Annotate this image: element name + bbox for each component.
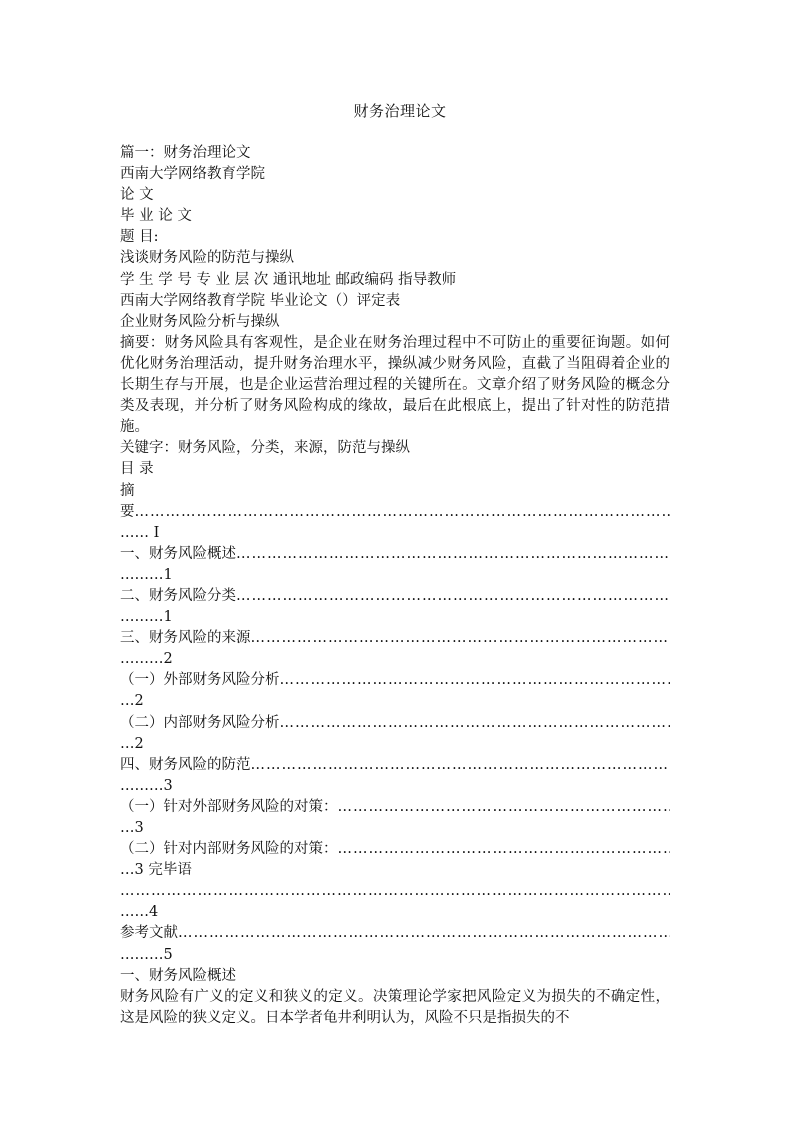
toc-heading: 目 录 [120, 461, 154, 478]
keywords-line: 关键字：财务风险，分类，来源，防范与操纵 [120, 440, 410, 457]
toc-entry-page: ………2 [120, 651, 173, 668]
toc-entry-page: ………5 [120, 946, 173, 963]
toc-leader-dots [251, 628, 671, 649]
toc-entry [120, 586, 670, 607]
toc-entry-page: ……4 [120, 904, 159, 921]
toc-entry [120, 670, 670, 691]
topic-label: 题 目: [120, 229, 159, 246]
toc-abstract-char: 摘 [120, 482, 135, 499]
toc-entry-page: …3 完毕语 [120, 862, 192, 879]
toc-entry [120, 628, 670, 649]
topic-title: 浅谈财务风险的防范与操纵 [120, 250, 294, 267]
toc-leader-dots [236, 586, 670, 607]
toc-entry-page: …2 [120, 693, 144, 710]
toc-entry-page: …3 [120, 820, 144, 836]
toc-leader-dots [120, 881, 670, 902]
toc-leader-dots [236, 544, 670, 565]
article-label: 篇一：财务治理论文 [120, 145, 251, 161]
toc-entry-page: …2 [120, 735, 144, 752]
toc-entry [120, 755, 670, 776]
toc-entry-label: 二、财务风险分类 [120, 587, 236, 604]
toc-entry-label: 要 [120, 503, 135, 520]
toc-entry [120, 839, 670, 860]
toc-leader-dots [338, 839, 671, 860]
paper-title: 企业财务风险分析与操纵 [120, 313, 280, 330]
evaluation-form-title: 西南大学网络教育学院 毕业论文（）评定表 [120, 292, 401, 309]
toc-entry [120, 544, 670, 565]
toc-entry-page: ………1 [120, 609, 173, 626]
school-name: 西南大学网络教育学院 [120, 166, 265, 183]
toc-leader-dots [280, 713, 671, 734]
toc-entry [120, 502, 670, 523]
toc-entry-label: （二）内部财务风险分析 [120, 714, 280, 731]
toc-leader-dots [251, 755, 671, 776]
toc-leader-dots [135, 502, 671, 523]
section-heading: 一、财务风险概述 [120, 967, 236, 984]
toc-entry [120, 797, 670, 818]
section-paragraph: 财务风险有广义的定义和狭义的定义。决策理论学家把风险定义为损失的不确定性，这是风险的狭义定义。日本学者龟井利明认为，风险不只是指损失的不 [120, 988, 670, 1026]
table-of-contents [120, 502, 670, 966]
toc-entry-label: （二）针对内部财务风险的对策： [120, 841, 338, 858]
toc-entry [120, 923, 670, 944]
student-info-fields: 学 生 学 号 专 业 层 次 通讯地址 邮政编码 指导教师 [120, 271, 457, 288]
document-title: 财务治理论文 [353, 102, 447, 120]
toc-entry-label: （一）外部财务风险分析 [120, 672, 280, 689]
toc-leader-dots [338, 797, 671, 818]
toc-entry-label: 四、财务风险的防范 [120, 756, 251, 773]
toc-entry-page: ………1 [120, 566, 173, 583]
thesis-label: 毕 业 论 文 [120, 208, 192, 225]
paper-label: 论 文 [120, 187, 154, 204]
toc-entry-label: 参考文献 [120, 925, 178, 942]
toc-entry-page: …… I [120, 524, 160, 541]
toc-entry [120, 713, 670, 734]
toc-leader-dots [178, 923, 670, 944]
document-body [120, 143, 670, 1029]
toc-entry-label: 一、财务风险概述 [120, 545, 236, 562]
abstract-paragraph: 摘要：财务风险具有客观性，是企业在财务治理过程中不可防止的重要征询题。如何优化财务治理活动，提升财务治理水平，操纵减少财务风险，直截了当阻碍着企业的长期生存与开展，也是企业运营治理过程的关键所在。文章介绍了财务风险的概念分类及表现，并分析了财务风险构成的缘故，最后在此根底上，提出了针对性的防范措施。 [120, 334, 670, 436]
toc-leader-dots [280, 670, 671, 691]
toc-entry-page: ………3 [120, 777, 173, 794]
toc-entry-label: （一）针对外部财务风险的对策： [120, 798, 338, 815]
toc-entry-label: 三、财务风险的来源 [120, 630, 251, 647]
